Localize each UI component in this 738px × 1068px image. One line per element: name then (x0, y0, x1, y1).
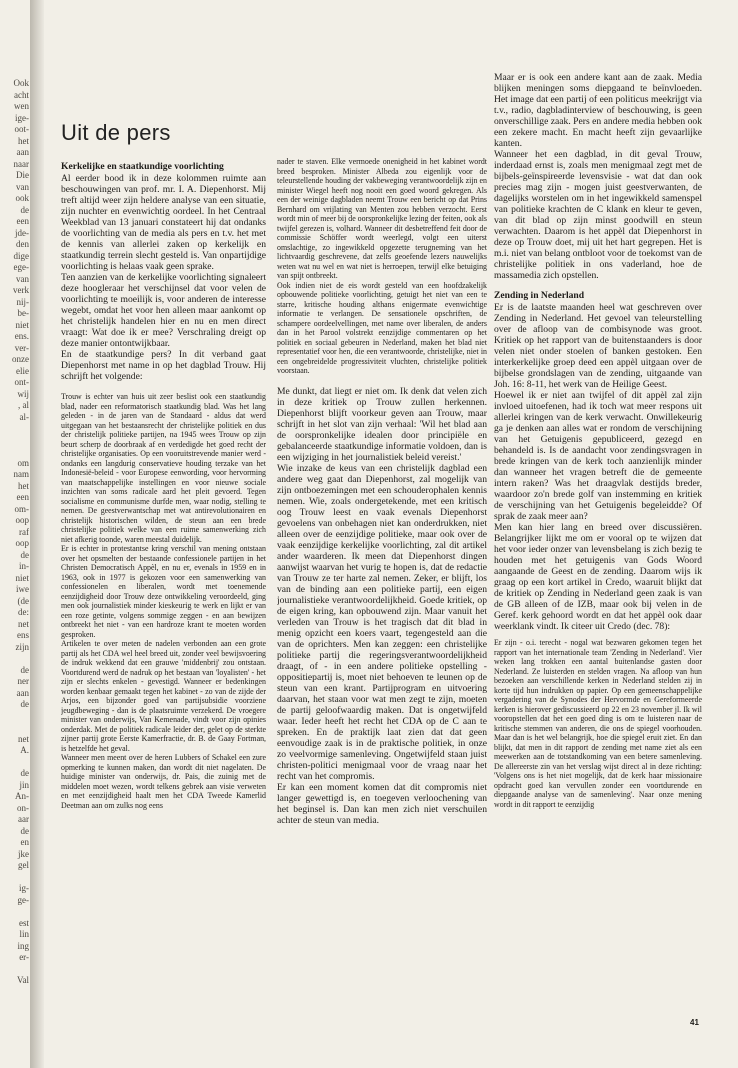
article-title: Uit de pers (61, 120, 171, 145)
previous-page-fragment: An- (15, 791, 29, 801)
previous-page-fragment: wen (14, 101, 29, 111)
previous-page-fragment (0, 964, 30, 976)
previous-page-fragment: net (18, 618, 29, 629)
previous-page-fragment: ing (17, 940, 29, 951)
previous-page-fragment: nam (13, 469, 29, 479)
col2-quote (277, 157, 487, 376)
previous-page-fragment: aan (16, 147, 29, 157)
previous-page-fragment (0, 757, 30, 769)
previous-page-fragment: elie (16, 365, 29, 376)
previous-page-fragment: wij (17, 388, 29, 399)
previous-page-fragment: de (20, 204, 29, 215)
previous-page-fragment: ner (17, 676, 29, 686)
col3-credo-quote (494, 638, 702, 809)
col1-intro (61, 173, 266, 382)
page-number: 41 (690, 1018, 699, 1027)
col3-commentary (494, 72, 702, 281)
section-heading-voorlichting: Kerkelijke en staatkundige voorlichting (61, 161, 224, 172)
column-1 (61, 128, 266, 810)
previous-page-fragment: de (20, 825, 29, 836)
column-2 (277, 157, 487, 826)
previous-page-fragment: (de (17, 595, 29, 606)
previous-page-fragment: jin (19, 779, 29, 790)
previous-page-fragment: naar (13, 158, 29, 169)
previous-page-fragment: de (20, 549, 29, 560)
previous-page-fragment: niet (15, 319, 29, 330)
previous-page-fragment: lin (19, 929, 29, 939)
paragraph: Wanneer het een dagblad, in dit geval Trouw, inderdaad ernst is, zoals men menigmaal zegt met de bijbels-geïnspireerde levensvisie - wat dat dan ook precies mag zijn - mogen juist geestverwanten, de dagelijks worstelen om in het ingewikkeld samenspel van politieke krachten de C klank en kleur te geven, van dit blad op zijn minst goodwill en steun verwachten. Daarom is het appèl dat Diepenhorst in deze op Trouw doet, mij uit het hart gegrepen. Het is m.i. niet van belang ontbloot voor de toekomst van de christelijke politiek in ons vaderland, hoe de massamedia zich opstellen. (494, 149, 702, 281)
paragraph: Wanneer men meent over de heren Lubbers of Schakel een zure opmerking te kunnen maken, dan wordt dit niet nagelaten. De huidige minister van onderwijs, dr. Pais, die zuinig met de middelen moet wezen, wordt telkens gebrek aan visie verweten en met eenzijdigheid haalt men het CDA Tweede Kamerlid Deetman aan om zulks nog eens (61, 753, 266, 810)
previous-page-fragment (0, 722, 30, 734)
previous-page-fragment: aar (18, 814, 29, 824)
previous-page-fragment: een (16, 216, 29, 226)
paragraph: Wie inzake de keus van een christelijk dagblad een andere weg gaat dan Diepenhorst, zal mogelijk van zijn ontboezemingen met een schouderophalen kennis nemen. Wie, zoals ondergetekende, met een kritisch oog Trouw leest en vaak evenals Diepenhorst gevoelens van onbehagen niet kan onderdrukken, niet alleen over de eenzijdige politieke, maar ook over de vaak eenzijdige kerkelijke voorlichting, zal dit artikel ander waarderen. Ik meen dat Diepenhorst dingen aanwijst waarvan het vurig te hopen is, dat de redactie van Trouw ze ter harte zal nemen. Zeker, er blijft, los van de binding aan een politieke partij, een eigen journalistieke verantwoordelijkheid. Goede kritiek, op de eigen kring, kan opbouwend zijn. Maar vanuit het verleden van Trouw is het tragisch dat dit blad in menig opzicht een koers vaart, tegengesteld aan die van de oprichters. Men kan zeggen: een christelijke politieke partij die regeringsverantwoordelijkheid draagt, of - in een andere politieke opstelling - oppositiepartij is, moet niet behoeven te leunen op de steun van een krant. Partijprogram en uitvoering daarvan, het staan voor wat men zegt te zijn, moeten de partij geloofwaardig maken. Dat is ongetwijfeld waar. Ieder heeft het recht het CDA op de C aan te spreken. En de praktijk laat zien dat dat geen eenvoudige zaak is in de praktische politiek, in onze zo veelvormige samenleving. Ongetwijfeld staan juist christen-politici menigmaal voor de vraag naar het recht van het compromis. (277, 462, 487, 782)
section-heading-zending: Zending in Nederland (494, 290, 585, 301)
paragraph: Men kan hier lang en breed over discussiëren. Belangrijker lijkt me om er vooral op te wijzen dat het voor ieder onzer van levensbelang is zich bezig te houden met het getuigenis van Gods Woord aangaande de Geest en de zending. Daarom wijs ik graag op een kort artikel in Credo, waaruit blijkt dat de kritiek op Zending in Nederland geen zaak is van de GB alleen of de IZB, maar ook bij velen in de Geref. kerk gehoord wordt en dat het appèl ook daar weerklank vindt. Ik citeer uit Credo (dec. 78): (494, 522, 702, 633)
previous-page-fragment (0, 435, 30, 447)
previous-page-fragment: iwe (16, 584, 29, 594)
previous-page-fragment: Ook (13, 78, 29, 88)
paragraph: Maar er is ook een andere kant aan de zaak. Media blijken meningen soms diepgaand te beïnvloeden. Het image dat een partij of een politicus meekrijgt via t.v., radio, dagbladinterview of beschouwing, is geen onverschillige zaak. Pers en andere media hebben ook een zekere macht. En macht heeft zijn gevaarlijke kanten. (494, 72, 702, 149)
previous-page-fragment: est (19, 917, 29, 928)
previous-page-fragment: om (17, 457, 29, 468)
previous-page-fragment: den (16, 239, 29, 249)
previous-page-fragment: niet (15, 572, 29, 583)
previous-page-fragment: de: (18, 607, 29, 617)
col3-zending-text (494, 302, 702, 632)
previous-page-fragment: de (20, 664, 29, 675)
previous-page-fragment (0, 711, 30, 723)
previous-page-fragment: raf (19, 526, 29, 537)
paragraph: Hoewel ik er niet aan twijfel of dit appèl zal zijn invloed uitoefenen, had ik toch wat meer respons uit allerlei kringen van de kerk verwacht. Onwillekeurig ga je denken aan alles wat er rondom de verschijning van het Getuigenis gepubliceerd, gezegd en behandeld is. Is de aandacht voor zendingsvragen in brede kringen van de kerk toch aanzienlijk minder dan wanneer het vragen betreft die de gemeente intern raken? Was het draagvlak destijds breder, waardoor zo'n brede golf van instemming en kritiek de verschijning van het Getuigenis begeleidde? Of sprak de zaak meer aan? (494, 390, 702, 523)
previous-page-fragment: oop (15, 515, 29, 525)
paragraph: En de staatkundige pers? In dit verband gaat Diepenhorst met name in op het dagblad Trouw. Hij schrijft het volgende: (61, 349, 266, 383)
previous-page-fragment (0, 423, 30, 435)
previous-page-fragment: gel (18, 860, 29, 870)
previous-page-fragment: om- (14, 503, 29, 514)
previous-page-fragment: dige (13, 250, 29, 261)
previous-page-fragment: be- (17, 308, 29, 318)
previous-page-fragment: jke (18, 848, 29, 859)
previous-page-fragment: ige- (15, 112, 29, 123)
previous-page-fragment: jde- (15, 227, 29, 238)
column-3 (494, 72, 702, 809)
previous-page-fragment: nij- (16, 296, 29, 307)
paragraph: Me dunkt, dat liegt er niet om. Ik denk dat velen zich in deze kritiek op Trouw zullen herkennen. Diepenhorst blijft voorkeur geven aan Trouw, maar schrijft in het slot van zijn verhaal: 'Wil het blad aan de oorspronkelijke idealen door principiële en gebalanceerde staatkundige informatie voldoen, dan is een wijziging in het journalistiek beleid vereist.' (277, 385, 487, 463)
previous-page-fragment (0, 653, 30, 665)
paragraph: Er kan een moment komen dat dit compromis niet langer gewettigd is, en toegeven verloochening van het beginsel is. Dan kan men zich niet verschuilen achter de steun van media. (277, 781, 487, 826)
gutter-shadow (30, 0, 44, 1068)
paragraph: Trouw is echter van huis uit zeer beslist ook een staatkundig blad, nader een reformatorisch staatkundig blad. Was het lang geleden - in de jaren van de Standaard - aldus dat werd uitgegaan van het bestaansrecht der christelijke politiek en dus der christelijk politieke partijen, na 1945 wees Trouw op zijn beurt scherp de doorbraak af en verdedigde het goed recht der christelijke organisaties. Op een vooruitstrevende manier werd - ondanks een langdurig conservatieve houding terzake van het Indonesië-beleid - voor Europese eenwording, voor hervorming van maatschappelijke instellingen en voor nieuwe sociale inzichten van soms radicale aard het pleit gevoerd. Tegen socialisme en communisme durfde men, waar nodig, stelling te nemen. De geestverwantschap met wat antirevolutionairen en christelijk historischen wilden, de steun aan een brede christelijke politiek welke van een ruime samenwerking zich niet afkerig toonde, waren meestal duidelijk. (61, 392, 266, 544)
previous-page-fragment: de (20, 768, 29, 778)
previous-page-fragment: aan (16, 687, 29, 698)
previous-page-fragment: oop (15, 538, 29, 548)
previous-page-fragment (0, 872, 30, 884)
previous-page-fragment: A. (20, 745, 29, 755)
previous-page-fragment: onze (12, 354, 29, 364)
paragraph: Ook indien niet de eis wordt gesteld van een hoofdzakelijk opbouwende politieke voorlichting, getuigt het niet van een te starre, kritische houding althans enigermate evenwichtige informatie te verlangen. De sensationele opschriften, de schampere oordeelvellingen, met name over liberalen, de anders dan in het Parool volstrekt eenzijdige commentaren op het politiek en sociaal gebeuren in Nederland, maken het blad niet representatief voor hen, die een verantwoorde, christelijke, niet in een ongebreidelde progressiviteit vluchten, christelijke politiek voorstaan. (277, 280, 487, 375)
previous-page-fragment: het (18, 135, 29, 146)
paragraph: Artikelen te over meten de nadelen verbonden aan een grote partij als het CDA wel heel breed uit, zonder veel bewijsvoering de indruk wekkend dat een grauwe 'middenbrij' zou ontstaan. Voortdurend werd de nadruk op het bestaan van 'loyalisten' - het zijn er slechts enkelen - gevestigd. Wanneer er bedenkingen worden kenbaar gemaakt tegen het kabinet - zo van de zijde der Arjos, een bijzonder goed van partijsubsidie voorziene jeugdbeweging - dan is de plaatsruimte verzekerd. De vroegere minister van onderwijs, Van Kemenade, vindt voor zijn opinies onderdak. Met de politiek radicale leider der, gelet op de sterkte zijner partij grote Eerste Kamerfractie, dr. B. de Gaay Fortman, is hetzelfde het geval. (61, 639, 266, 753)
paragraph: Er zijn - o.i. terecht - nogal wat bezwaren gekomen tegen het rapport van het internationale team 'Zending in Nederland'. Vier weken lang trokken een aantal buitenlandse gasten door Nederland. Ze luisterden en stelden vragen. Na afloop van hun bezoeken aan verschillende kerken in Nederland stelden zij in korte tijd hun indrukken op papier. Op een gemeenschappelijke vergadering van de Synodes der Hervormde en Gereformeerde kerken is hierover gediscussieerd op 22 en 23 november jl. Ik wil vooropstellen dat het een goed ding is om te luisteren naar de kritische stemmen van anderen, die ons de spiegel voorhouden. Maar dan is het wel belangrijk, hoe die spiegel eruit ziet. En dan blijkt, dat men in dit rapport de zending met name ziet als een meewerken aan de totstandkoming van een betere samenleving. De allereerste zin van het verslag wijst direct al in deze richting: 'Volgens ons is het niet mogelijk, dat de kerk haar missionaire opdracht goed kan vervullen zonder een voortdurende en diepgaande analyse van de samenleving'. Naar onze mening wordt in dit rapport te eenzijdig (494, 638, 702, 809)
previous-page-fragment: ig- (19, 883, 29, 893)
previous-page-fragment: net (18, 733, 29, 744)
previous-page-fragment: ens (17, 630, 29, 640)
previous-page-fragment: zijn (15, 641, 29, 652)
previous-page-fragment: ens. (14, 331, 29, 341)
paragraph: Al eerder bood ik in deze kolommen ruimte aan beschouwingen van prof. mr. I. A. Diepenhorst. Mij treft altijd weer zijn heldere analyse van een situatie, zijn nuchter en evenwichtig oordeel. In het Centraal Weekblad van 13 januari constateert hij dat ondanks de voorlichting van de media als pers en t.v. het met de kennis van allerlei zaken op kerkelijk en staatkundig terrein slecht gesteld is. Van onpartijdige voorlichting is helaas vaak geen sprake. (61, 173, 266, 273)
previous-page-fragment: ook (15, 193, 29, 203)
previous-page-fragment: er- (19, 952, 29, 962)
paragraph: Er is echter in protestantse kring verschil van mening ontstaan over het opsmelten der bestaande confessionele partijen in het Christen Democratisch Appèl, en nu er, evenals in 1959 en in 1963, ook in 1977 is gekozen voor een samenwerking van confessionelen en liberalen, wordt met toenemende eenzijdigheid door Trouw deze ontwikkeling veroordeeld, ging men ook journalistiek minder kieskeurig te werk en lijkt er van een roze getinte, volgens sommige zeggen - en aan bewijzen ontbreekt het niet - van een hardroze krant te moeten worden gesproken. (61, 544, 266, 639)
previous-page-fragment: in- (19, 561, 29, 571)
previous-page-fragment: Val (17, 975, 29, 985)
previous-page-fragment: ege- (13, 262, 29, 272)
previous-page-fragment (0, 446, 30, 458)
previous-page-fragment: en (20, 837, 29, 847)
previous-page-fragment: verk (13, 285, 29, 295)
paragraph: Er is de laatste maanden heel wat geschreven over Zending in Nederland. Het gevoel van teleurstelling over de afloop van de combisynode was groot. Kritiek op het rapport van de buitenstaanders is door velen niet onder stoelen of banken gestoken. Een interkerkelijke groep deed een appèl uitgaan over de bijbelse grondslagen van de zending, uitgaande van Joh. 16: 8-11, het werk van de Heilige Geest. (494, 302, 702, 391)
previous-page-fragment: van (16, 181, 29, 192)
previous-page-fragment: het (18, 480, 29, 491)
previous-page-fragment: al- (19, 411, 29, 422)
previous-page-fragment (0, 906, 30, 918)
previous-page-fragment: een (16, 492, 29, 502)
previous-page-fragment: acht (14, 89, 29, 100)
previous-page-fragment: ver- (14, 342, 29, 353)
previous-page-fragment: on- (17, 802, 29, 813)
previous-page-fragment: ont- (14, 377, 29, 387)
paragraph: nader te staven. Elke vermoede onenigheid in het kabinet wordt breed besproken. Minister Albeda zou eigenlijk voor de teleurstellende houding der vakbeweging verantwoordelijk zijn en minister Wiegel heeft nog nooit een goed woord gekregen. Als een der weinige dagbladen neemt Trouw een bericht op dat Prins Bernhard om vrijlating van Menten zou hebben verzocht. Eerst wordt min of meer bij de oorspronkelijke lezing der feiten, ook als twijfel gerezen is, volhard. Wanneer dit desbetreffend feit door de commissie Schöffer wordt weerlegd, volgt een uiterst omslachtige, zo ingewikkeld opgezette terugneming van het lichtvaardig geschrevene, dat zelfs geoefende lezers nauwelijks weten wat nu wel en wat niet is herroepen, terwijl elke betuiging van spijt ontbreekt. (277, 157, 487, 280)
previous-page-fragment: Die (16, 170, 29, 180)
previous-page-fragment: , al (18, 400, 29, 410)
previous-page-fragment: van (16, 273, 29, 284)
previous-page-fragment: oot- (14, 124, 29, 134)
col1-quote (61, 392, 266, 810)
previous-page-fragments (0, 78, 30, 1038)
paragraph: Ten aanzien van de kerkelijke voorlichting signaleert deze hoogleraar het verschijnsel dat voor velen de voorlichting te moeilijk is, voor anderen de interesse wegebt, omdat het voor hen alleen maar aankomt op het christelijk handelen hier en nu en men direct vraagt: Wat doe ik er mee? Verschraling dreigt op deze manier ontontwijkbaar. (61, 272, 266, 350)
previous-page-fragment: de (20, 699, 29, 709)
col2-commentary (277, 386, 487, 826)
previous-page-fragment: ge- (17, 894, 29, 905)
